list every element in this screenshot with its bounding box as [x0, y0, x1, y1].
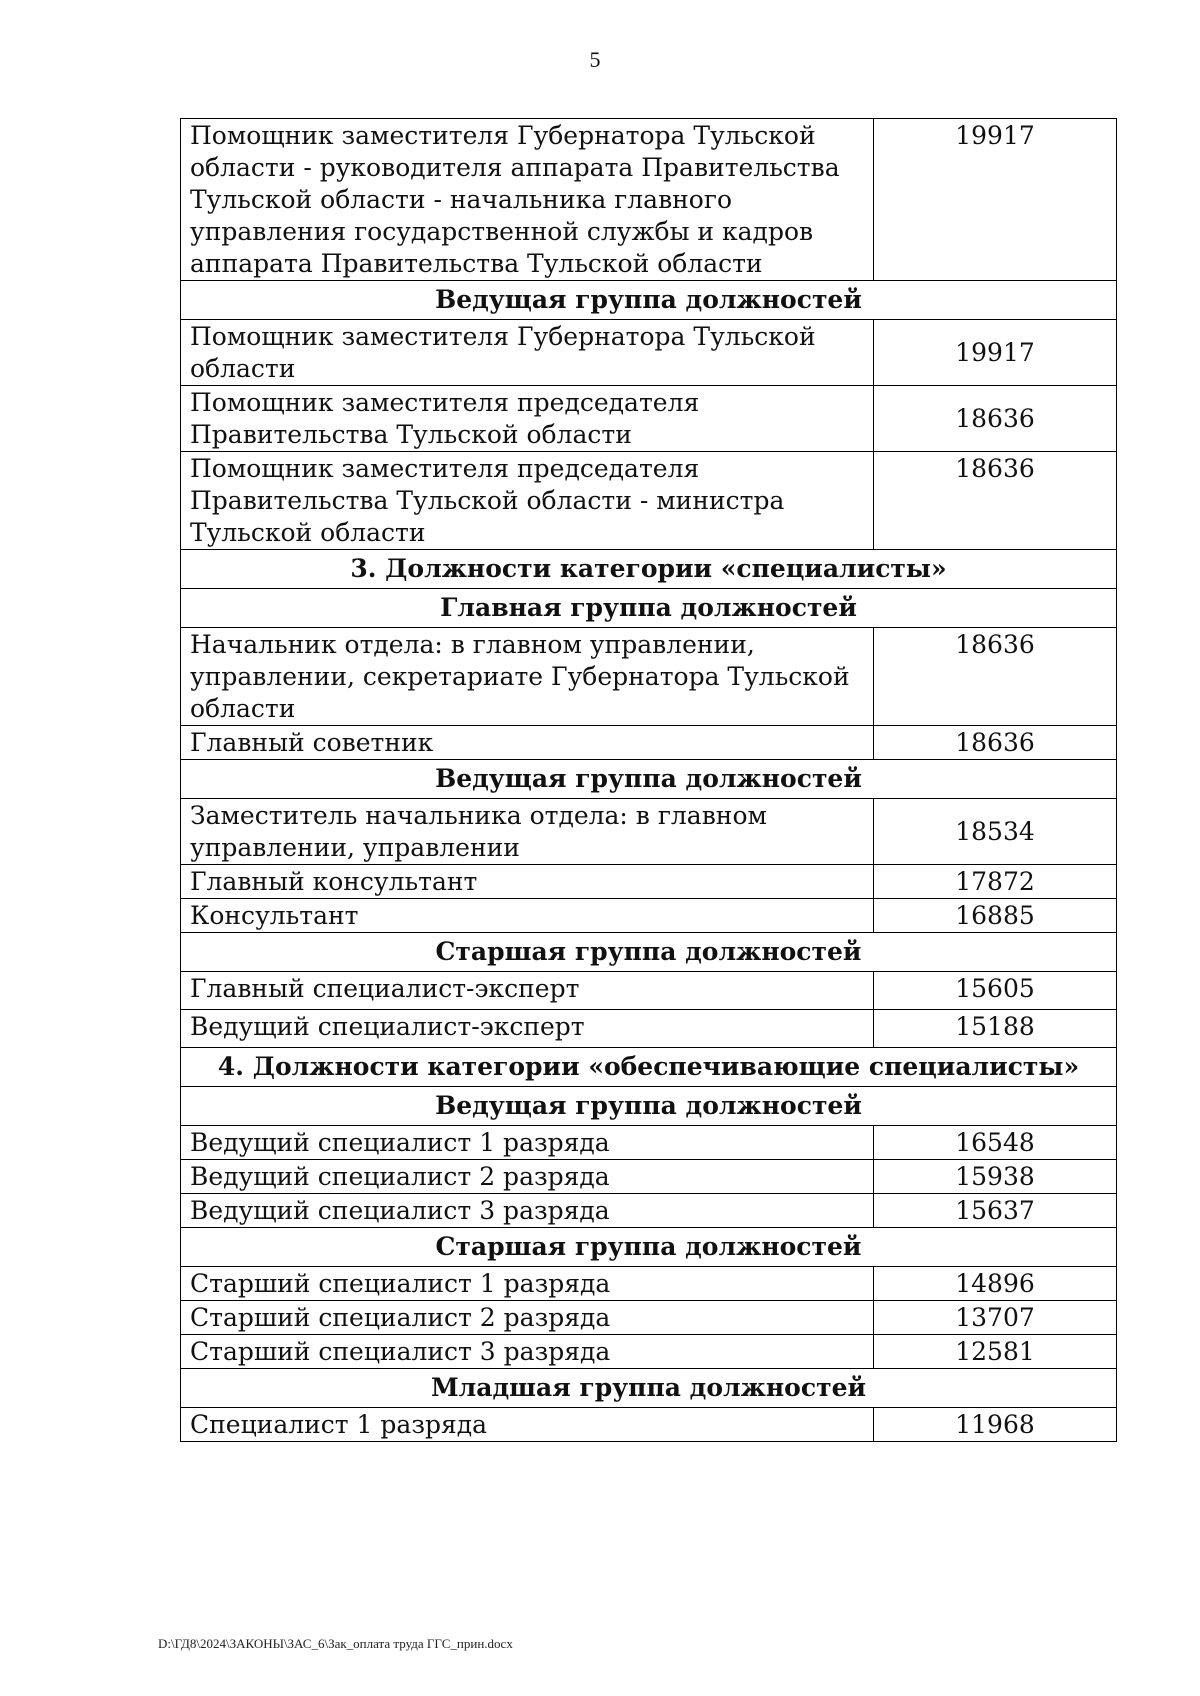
position-row — [181, 1267, 1117, 1301]
salary-value: 16548 — [874, 1126, 1117, 1160]
position-row — [181, 1408, 1117, 1442]
group-header-row — [181, 281, 1117, 320]
position-row — [181, 386, 1117, 452]
group-header-row — [181, 1087, 1117, 1126]
position-row — [181, 452, 1117, 550]
group-header-label: Старшая группа должностей — [181, 1228, 1117, 1267]
position-name: Ведущий специалист-эксперт — [181, 1010, 874, 1048]
position-row — [181, 726, 1117, 760]
position-name: Специалист 1 разряда — [181, 1408, 874, 1442]
position-row — [181, 899, 1117, 933]
table-body — [181, 119, 1117, 1442]
group-header-label: Младшая группа должностей — [181, 1369, 1117, 1408]
salary-value: 16885 — [874, 899, 1117, 933]
group-header-row — [181, 589, 1117, 628]
position-name: Консультант — [181, 899, 874, 933]
position-row — [181, 628, 1117, 726]
position-row — [181, 865, 1117, 899]
salary-value: 17872 — [874, 865, 1117, 899]
salary-value: 19917 — [874, 320, 1117, 386]
group-header-label: Ведущая группа должностей — [181, 281, 1117, 320]
position-name: Старший специалист 2 разряда — [181, 1301, 874, 1335]
position-name: Ведущий специалист 1 разряда — [181, 1126, 874, 1160]
salary-value: 18636 — [874, 452, 1117, 550]
position-name: Главный советник — [181, 726, 874, 760]
position-name: Старший специалист 3 разряда — [181, 1335, 874, 1369]
position-name: Старший специалист 1 разряда — [181, 1267, 874, 1301]
salary-value: 18636 — [874, 386, 1117, 452]
salary-value: 15637 — [874, 1194, 1117, 1228]
position-row — [181, 320, 1117, 386]
page-number: 5 — [589, 47, 601, 72]
salary-value: 12581 — [874, 1335, 1117, 1369]
salary-value: 18636 — [874, 726, 1117, 760]
group-header-row — [181, 1228, 1117, 1267]
position-name: Главный специалист-эксперт — [181, 972, 874, 1010]
salary-value: 11968 — [874, 1408, 1117, 1442]
salary-value: 15938 — [874, 1160, 1117, 1194]
footer-file-path: D:\ГД8\2024\ЗАКОНЫ\ЗАС_6\Зак_оплата труда ГГС_прин.docx — [158, 1636, 513, 1651]
group-header-label: Ведущая группа должностей — [181, 1087, 1117, 1126]
position-name: Ведущий специалист 2 разряда — [181, 1160, 874, 1194]
group-header-label: 3. Должности категории «специалисты» — [181, 550, 1117, 589]
group-header-row — [181, 760, 1117, 799]
salary-value: 15188 — [874, 1010, 1117, 1048]
salary-value: 13707 — [874, 1301, 1117, 1335]
group-header-row — [181, 1369, 1117, 1408]
position-row — [181, 799, 1117, 865]
position-row — [181, 1194, 1117, 1228]
position-name: Начальник отдела: в главном управлении, управлении, секретариате Губернатора Тульской области — [181, 628, 874, 726]
position-row — [181, 1126, 1117, 1160]
salary-value: 18636 — [874, 628, 1117, 726]
position-row — [181, 972, 1117, 1010]
position-row — [181, 1335, 1117, 1369]
group-header-label: Ведущая группа должностей — [181, 760, 1117, 799]
group-header-label: 4. Должности категории «обеспечивающие специалисты» — [181, 1048, 1117, 1087]
position-name: Помощник заместителя председателя Правительства Тульской области - министра Тульской области — [181, 452, 874, 550]
position-row — [181, 1010, 1117, 1048]
group-header-row — [181, 1048, 1117, 1087]
group-header-label: Старшая группа должностей — [181, 933, 1117, 972]
position-name: Помощник заместителя Губернатора Тульской области — [181, 320, 874, 386]
salary-value: 14896 — [874, 1267, 1117, 1301]
position-row — [181, 1301, 1117, 1335]
group-header-row — [181, 550, 1117, 589]
position-name: Помощник заместителя председателя Правительства Тульской области — [181, 386, 874, 452]
position-name: Главный консультант — [181, 865, 874, 899]
group-header-label: Главная группа должностей — [181, 589, 1117, 628]
position-name: Ведущий специалист 3 разряда — [181, 1194, 874, 1228]
position-name: Заместитель начальника отдела: в главном управлении, управлении — [181, 799, 874, 865]
salary-value: 19917 — [874, 119, 1117, 281]
salary-table — [180, 118, 1117, 1442]
position-row — [181, 1160, 1117, 1194]
salary-value: 15605 — [874, 972, 1117, 1010]
salary-value: 18534 — [874, 799, 1117, 865]
group-header-row — [181, 933, 1117, 972]
position-name: Помощник заместителя Губернатора Тульской области - руководителя аппарата Правительства Тульской области - начальника главного управления государственной службы и кадров аппарата Правительства Тульской области — [181, 119, 874, 281]
position-row — [181, 119, 1117, 281]
